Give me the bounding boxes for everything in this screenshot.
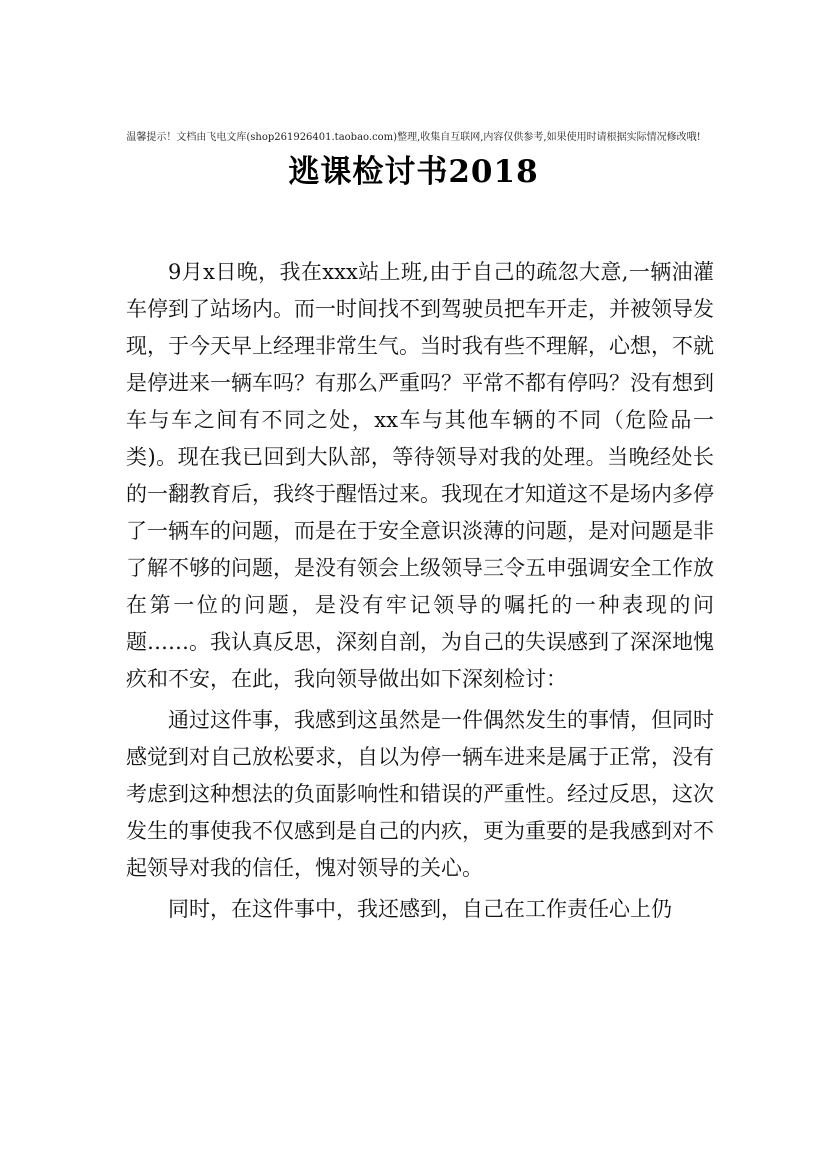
header-note: 温馨提示！文档由飞电文库(shop261926401.taobao.com)整理,收集自互联网,内容仅供参考,如果使用时请根据实际情况修改哦! <box>126 132 701 143</box>
paragraph-3: 同时，在这件事中，我还感到，自己在工作责任心上仍 <box>168 897 672 921</box>
document-body <box>126 254 714 928</box>
page-title: 逃课检讨书2018 <box>288 154 539 190</box>
paragraph-1: 9月x日晚，我在xxx站上班,由于自己的疏忽大意,一辆油灌车停到了站场内。而一时间找不到驾驶员把车开走，并被领导发现，于今天早上经理非常生气。当时我有些不理解，心想，不就是停进来一辆车吗？有那么严重吗？平常不都有停吗？没有想到车与车之间有不同之处，xx车与其他车辆的不同（危险品一类)。现在我已回到大队部，等待领导对我的处理。当晚经处长的一翻教育后，我终于醒悟过来。我现在才知道这不是场内多停了一辆车的问题，而是在于安全意识淡薄的问题，是对问题是非了解不够的问题，是没有领会上级领导三令五申强调安全工作放在第一位的问题，是没有牢记领导的嘱托的一种表现的问题……。我认真反思，深刻自剖，为自己的失误感到了深深地愧疚和不安，在此，我向领导做出如下深刻检讨： <box>126 260 714 691</box>
paragraph-2: 通过这件事，我感到这虽然是一件偶然发生的事情，但同时感觉到对自己放松要求，自以为停一辆车进来是属于正常，没有考虑到这种想法的负面影响性和错误的严重性。经过反思，这次发生的事使我不仅感到是自己的内疚，更为重要的是我感到对不起领导对我的信任，愧对领导的关心。 <box>126 708 714 880</box>
